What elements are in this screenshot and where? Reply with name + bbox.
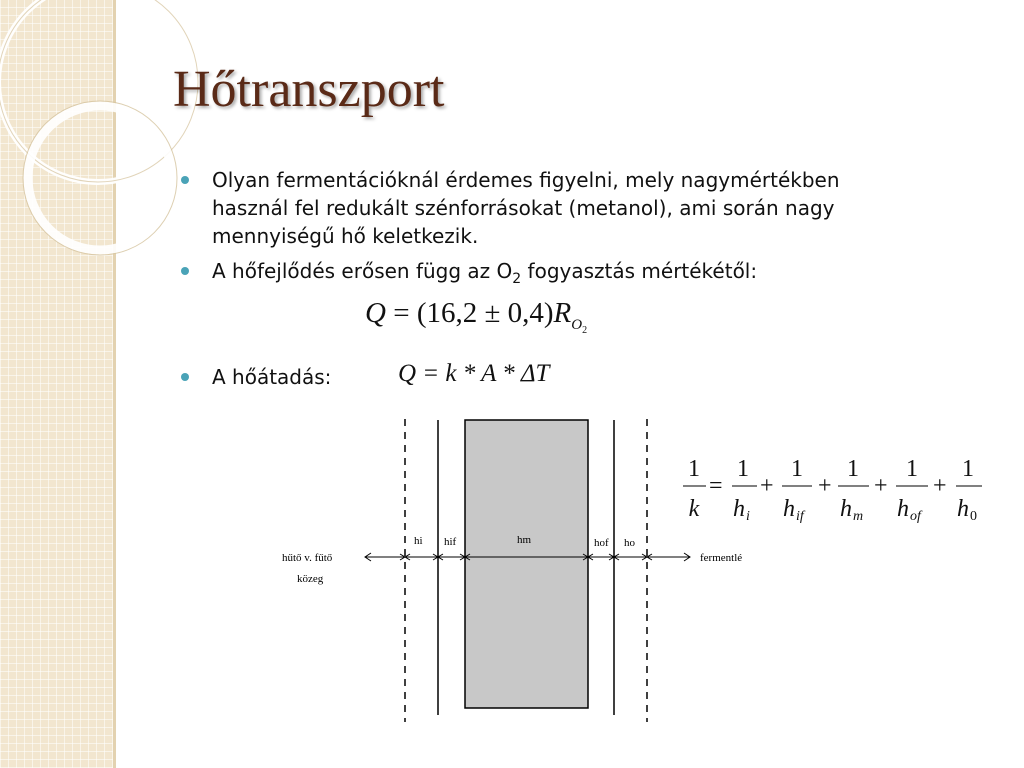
term-subscript: m — [853, 509, 864, 524]
term-subscript: if — [796, 509, 804, 524]
term-numerator: 1 — [791, 456, 803, 482]
bullet-text-line: Olyan fermentációknál érdemes figyelni, mely nagymértékben — [212, 168, 840, 192]
zone-label-hm: hm — [517, 534, 532, 546]
formula-expression: (16,2 ± 0,4) — [416, 297, 554, 329]
plus-sign: + — [760, 473, 774, 499]
term-subscript: 0 — [970, 509, 977, 524]
term-denominator: h — [957, 496, 969, 522]
term-numerator: 1 — [847, 456, 859, 482]
bullet-text: A hőátadás: — [212, 365, 332, 389]
term-numerator: 1 — [906, 456, 918, 482]
term-denominator: h — [897, 496, 909, 522]
plus-sign: + — [874, 473, 888, 499]
term-denominator: h — [783, 496, 795, 522]
zone-label-ho: ho — [624, 537, 635, 549]
lhs-denominator: k — [688, 496, 700, 522]
term-subscript: of — [910, 509, 921, 524]
formula-subscript: O2 — [571, 317, 588, 336]
zone-label-hof: hof — [594, 537, 609, 549]
formula-equals: = — [385, 297, 417, 329]
bullet-text-before: A hőfejlődés erősen függ az O — [212, 259, 513, 283]
lhs-numerator: 1 — [688, 456, 700, 482]
right-medium-label: fermentlé — [700, 552, 743, 564]
zone-label-hi: hi — [414, 535, 423, 547]
o2-subscript: 2 — [512, 271, 522, 287]
term-numerator: 1 — [962, 456, 974, 482]
plus-sign: + — [933, 473, 947, 499]
formula-lhs: Q — [365, 297, 386, 329]
term-subscript: i — [746, 509, 750, 524]
left-medium-label-2: közeg — [297, 573, 324, 585]
bullet-text-line: mennyiségű hő keletkezik. — [212, 224, 479, 248]
slide-title: Hőtranszport — [173, 61, 445, 118]
left-medium-label: hűtő v. fűtő — [282, 552, 333, 564]
plus-sign: + — [818, 473, 832, 499]
equals-sign: = — [709, 473, 723, 499]
heat-transfer-formula: Q = k * A * ΔT — [398, 360, 550, 387]
bullet-text-after: fogyasztás mértékétől: — [521, 259, 758, 283]
term-numerator: 1 — [737, 456, 749, 482]
bullet-text-line: használ fel redukált szénforrásokat (metanol), ami során nagy — [212, 196, 835, 220]
term-denominator: h — [733, 496, 745, 522]
zone-label-hif: hif — [444, 536, 457, 548]
term-denominator: h — [840, 496, 852, 522]
formula-variable: R — [553, 297, 572, 329]
